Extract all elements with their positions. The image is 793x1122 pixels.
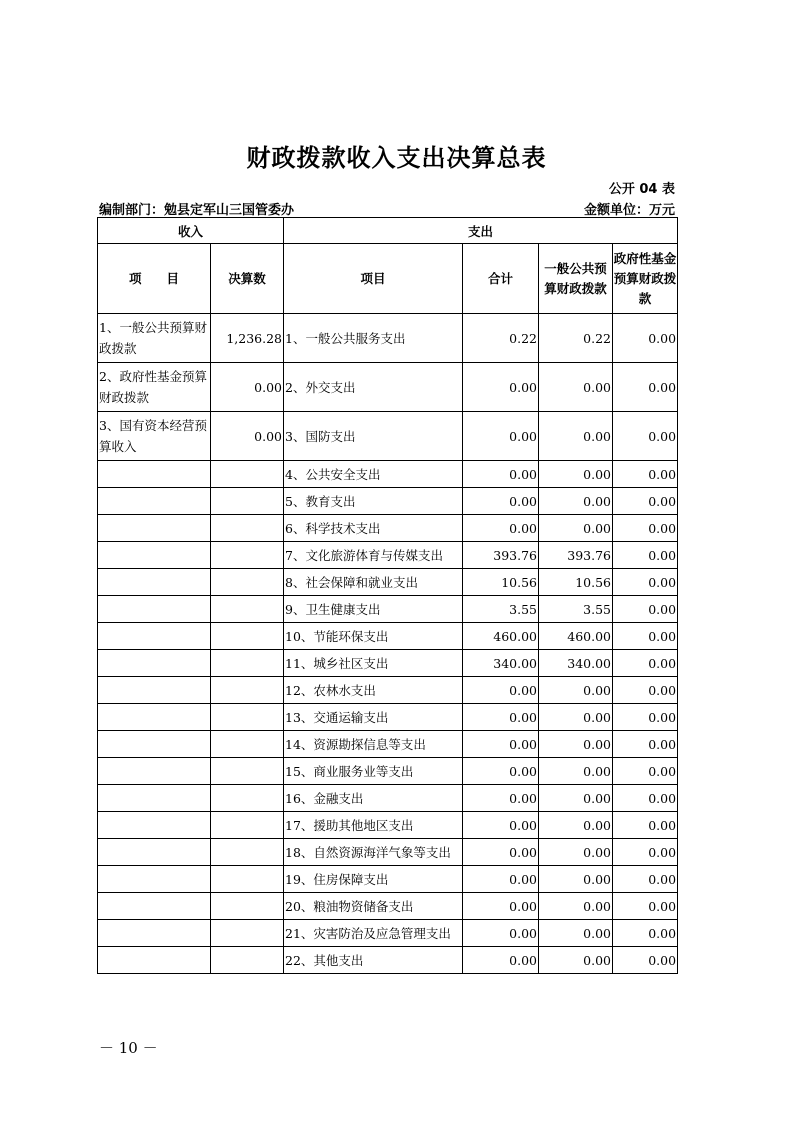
table-row bbox=[98, 650, 678, 677]
exp-fund: 0.00 bbox=[613, 569, 678, 596]
table-row bbox=[98, 677, 678, 704]
exp-fund: 0.00 bbox=[613, 677, 678, 704]
income-item bbox=[98, 839, 211, 866]
exp-item: 9、卫生健康支出 bbox=[284, 596, 463, 623]
income-amount bbox=[211, 488, 284, 515]
exp-general: 340.00 bbox=[539, 650, 613, 677]
unit-label: 金额单位：万元 bbox=[583, 203, 675, 218]
exp-total: 460.00 bbox=[463, 623, 539, 650]
table-row bbox=[98, 731, 678, 758]
exp-item: 16、金融支出 bbox=[284, 785, 463, 812]
exp-general: 0.00 bbox=[539, 893, 613, 920]
exp-item: 3、国防支出 bbox=[284, 412, 463, 461]
exp-fund: 0.00 bbox=[613, 893, 678, 920]
exp-fund: 0.00 bbox=[613, 758, 678, 785]
income-item bbox=[98, 677, 211, 704]
exp-total: 0.00 bbox=[463, 785, 539, 812]
exp-item: 7、文化旅游体育与传媒支出 bbox=[284, 542, 463, 569]
income-amount bbox=[211, 461, 284, 488]
exp-fund: 0.00 bbox=[613, 704, 678, 731]
income-amount bbox=[211, 812, 284, 839]
exp-general: 0.00 bbox=[539, 731, 613, 758]
income-amount: 0.00 bbox=[211, 363, 284, 412]
income-item bbox=[98, 596, 211, 623]
exp-general: 0.00 bbox=[539, 704, 613, 731]
exp-total: 0.00 bbox=[463, 947, 539, 974]
income-amount bbox=[211, 677, 284, 704]
exp-fund-header: 政府性基金预算财政拨款 bbox=[613, 244, 678, 314]
exp-fund: 0.00 bbox=[613, 412, 678, 461]
income-item bbox=[98, 947, 211, 974]
exp-fund: 0.00 bbox=[613, 866, 678, 893]
table-row bbox=[98, 758, 678, 785]
income-amount bbox=[211, 893, 284, 920]
exp-total: 0.00 bbox=[463, 704, 539, 731]
table-code: 公开 04 表 bbox=[608, 182, 675, 197]
income-item bbox=[98, 758, 211, 785]
exp-total: 10.56 bbox=[463, 569, 539, 596]
exp-item: 11、城乡社区支出 bbox=[284, 650, 463, 677]
exp-total-header: 合计 bbox=[463, 244, 539, 314]
income-amount bbox=[211, 650, 284, 677]
table-row bbox=[98, 596, 678, 623]
exp-general: 0.00 bbox=[539, 677, 613, 704]
exp-fund: 0.00 bbox=[613, 623, 678, 650]
income-amount bbox=[211, 731, 284, 758]
exp-general: 0.00 bbox=[539, 785, 613, 812]
exp-general: 0.00 bbox=[539, 461, 613, 488]
exp-item: 18、自然资源海洋气象等支出 bbox=[284, 839, 463, 866]
income-item bbox=[98, 623, 211, 650]
exp-fund: 0.00 bbox=[613, 515, 678, 542]
exp-general-header: 一般公共预算财政拨款 bbox=[539, 244, 613, 314]
income-item bbox=[98, 893, 211, 920]
exp-fund: 0.00 bbox=[613, 363, 678, 412]
table-row bbox=[98, 839, 678, 866]
table-row bbox=[98, 947, 678, 974]
exp-item: 13、交通运输支出 bbox=[284, 704, 463, 731]
exp-general: 0.00 bbox=[539, 758, 613, 785]
exp-total: 0.00 bbox=[463, 412, 539, 461]
exp-general: 0.22 bbox=[539, 314, 613, 363]
table-row bbox=[98, 515, 678, 542]
expenditure-header: 支出 bbox=[284, 218, 678, 244]
income-amount: 0.00 bbox=[211, 412, 284, 461]
department-label: 编制部门：勉县定军山三国管委办 bbox=[99, 203, 295, 218]
exp-item: 5、教育支出 bbox=[284, 488, 463, 515]
income-item bbox=[98, 461, 211, 488]
exp-item: 19、住房保障支出 bbox=[284, 866, 463, 893]
exp-general: 0.00 bbox=[539, 947, 613, 974]
exp-fund: 0.00 bbox=[613, 785, 678, 812]
income-amount bbox=[211, 839, 284, 866]
table-row bbox=[98, 461, 678, 488]
page-title: 财政拨款收入支出决算总表 bbox=[246, 144, 547, 172]
exp-item: 12、农林水支出 bbox=[284, 677, 463, 704]
income-item bbox=[98, 866, 211, 893]
income-item bbox=[98, 785, 211, 812]
exp-fund: 0.00 bbox=[613, 461, 678, 488]
income-item bbox=[98, 515, 211, 542]
exp-item: 6、科学技术支出 bbox=[284, 515, 463, 542]
page-number: － 10 － bbox=[99, 1039, 158, 1057]
exp-item: 1、一般公共服务支出 bbox=[284, 314, 463, 363]
table-row bbox=[98, 488, 678, 515]
exp-general: 10.56 bbox=[539, 569, 613, 596]
exp-fund: 0.00 bbox=[613, 920, 678, 947]
income-item bbox=[98, 542, 211, 569]
income-amount bbox=[211, 866, 284, 893]
income-amount bbox=[211, 569, 284, 596]
exp-total: 0.00 bbox=[463, 758, 539, 785]
budget-table bbox=[97, 217, 678, 974]
exp-item: 10、节能环保支出 bbox=[284, 623, 463, 650]
table-row bbox=[98, 893, 678, 920]
income-amount bbox=[211, 947, 284, 974]
exp-fund: 0.00 bbox=[613, 839, 678, 866]
income-item: 3、国有资本经营预算收入 bbox=[98, 412, 211, 461]
exp-total: 0.00 bbox=[463, 866, 539, 893]
income-item: 2、政府性基金预算财政拨款 bbox=[98, 363, 211, 412]
exp-general: 460.00 bbox=[539, 623, 613, 650]
table-row bbox=[98, 812, 678, 839]
income-amount bbox=[211, 542, 284, 569]
exp-total: 0.00 bbox=[463, 812, 539, 839]
exp-item: 14、资源勘探信息等支出 bbox=[284, 731, 463, 758]
exp-general: 0.00 bbox=[539, 363, 613, 412]
income-amount-header: 决算数 bbox=[211, 244, 284, 314]
income-amount bbox=[211, 758, 284, 785]
exp-general: 3.55 bbox=[539, 596, 613, 623]
income-amount bbox=[211, 785, 284, 812]
income-item bbox=[98, 812, 211, 839]
table-row bbox=[98, 412, 678, 461]
income-amount bbox=[211, 920, 284, 947]
table-row bbox=[98, 785, 678, 812]
exp-fund: 0.00 bbox=[613, 488, 678, 515]
table-row bbox=[98, 363, 678, 412]
income-amount bbox=[211, 515, 284, 542]
exp-fund: 0.00 bbox=[613, 596, 678, 623]
income-item-header: 项 目 bbox=[98, 244, 211, 314]
exp-general: 0.00 bbox=[539, 412, 613, 461]
exp-total: 340.00 bbox=[463, 650, 539, 677]
exp-fund: 0.00 bbox=[613, 731, 678, 758]
exp-item: 21、灾害防治及应急管理支出 bbox=[284, 920, 463, 947]
exp-item: 8、社会保障和就业支出 bbox=[284, 569, 463, 596]
exp-total: 3.55 bbox=[463, 596, 539, 623]
exp-item: 17、援助其他地区支出 bbox=[284, 812, 463, 839]
table-row bbox=[98, 542, 678, 569]
table-row bbox=[98, 866, 678, 893]
table-row bbox=[98, 314, 678, 363]
income-item bbox=[98, 569, 211, 596]
exp-item: 20、粮油物资储备支出 bbox=[284, 893, 463, 920]
exp-item-header: 项目 bbox=[284, 244, 463, 314]
income-item: 1、一般公共预算财政拨款 bbox=[98, 314, 211, 363]
exp-item: 2、外交支出 bbox=[284, 363, 463, 412]
exp-total: 0.00 bbox=[463, 515, 539, 542]
exp-total: 0.22 bbox=[463, 314, 539, 363]
table-row bbox=[98, 623, 678, 650]
exp-total: 0.00 bbox=[463, 893, 539, 920]
exp-total: 0.00 bbox=[463, 920, 539, 947]
exp-fund: 0.00 bbox=[613, 542, 678, 569]
income-header: 收入 bbox=[98, 218, 284, 244]
exp-total: 0.00 bbox=[463, 839, 539, 866]
exp-fund: 0.00 bbox=[613, 650, 678, 677]
exp-general: 0.00 bbox=[539, 515, 613, 542]
table-row bbox=[98, 920, 678, 947]
income-item bbox=[98, 488, 211, 515]
exp-general: 0.00 bbox=[539, 866, 613, 893]
table-row bbox=[98, 569, 678, 596]
income-amount bbox=[211, 596, 284, 623]
table-body bbox=[98, 314, 678, 974]
exp-fund: 0.00 bbox=[613, 947, 678, 974]
exp-item: 4、公共安全支出 bbox=[284, 461, 463, 488]
income-amount: 1,236.28 bbox=[211, 314, 284, 363]
exp-general: 0.00 bbox=[539, 488, 613, 515]
exp-item: 22、其他支出 bbox=[284, 947, 463, 974]
exp-general: 0.00 bbox=[539, 839, 613, 866]
income-item bbox=[98, 731, 211, 758]
exp-total: 0.00 bbox=[463, 363, 539, 412]
exp-total: 0.00 bbox=[463, 488, 539, 515]
exp-item: 15、商业服务业等支出 bbox=[284, 758, 463, 785]
income-amount bbox=[211, 623, 284, 650]
income-amount bbox=[211, 704, 284, 731]
exp-fund: 0.00 bbox=[613, 812, 678, 839]
exp-total: 0.00 bbox=[463, 731, 539, 758]
exp-fund: 0.00 bbox=[613, 314, 678, 363]
income-item bbox=[98, 920, 211, 947]
exp-total: 0.00 bbox=[463, 461, 539, 488]
exp-general: 0.00 bbox=[539, 920, 613, 947]
income-item bbox=[98, 704, 211, 731]
exp-total: 0.00 bbox=[463, 677, 539, 704]
exp-total: 393.76 bbox=[463, 542, 539, 569]
exp-general: 393.76 bbox=[539, 542, 613, 569]
exp-general: 0.00 bbox=[539, 812, 613, 839]
income-item bbox=[98, 650, 211, 677]
table-row bbox=[98, 704, 678, 731]
